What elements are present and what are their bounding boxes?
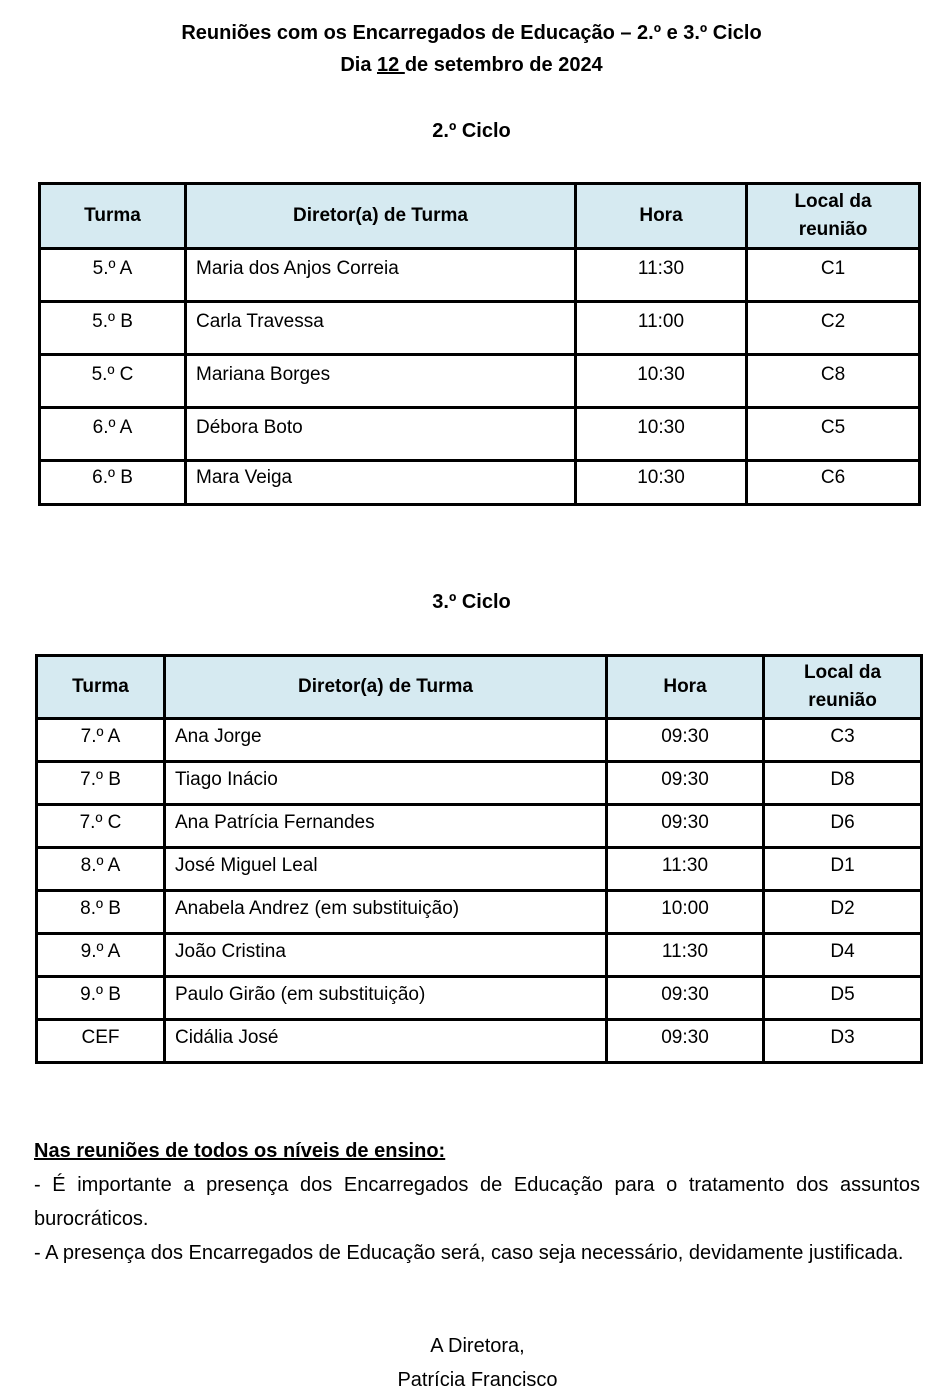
ciclo3-title: 3.º Ciclo bbox=[432, 591, 511, 613]
signature-block bbox=[0, 1329, 943, 1397]
cell-diretor: Mara Veiga bbox=[186, 461, 576, 505]
ciclo2-title: 2.º Ciclo bbox=[432, 120, 511, 142]
table-header-row bbox=[37, 656, 922, 719]
cell-turma: 7.º A bbox=[37, 719, 165, 762]
table-row bbox=[40, 302, 920, 355]
cell-local: C2 bbox=[747, 302, 920, 355]
signature-role: A Diretora, bbox=[430, 1335, 525, 1357]
cell-diretor: Anabela Andrez (em substituição) bbox=[165, 891, 607, 934]
cell-diretor: Paulo Girão (em substituição) bbox=[165, 977, 607, 1020]
cell-hora: 10:30 bbox=[576, 461, 747, 505]
cell-hora: 11:30 bbox=[607, 848, 764, 891]
cell-turma: 6.º A bbox=[40, 408, 186, 461]
cell-turma: 5.º C bbox=[40, 355, 186, 408]
table-row bbox=[40, 355, 920, 408]
col-header-turma: Turma bbox=[37, 656, 165, 719]
cell-turma: CEF bbox=[37, 1020, 165, 1063]
cell-hora: 09:30 bbox=[607, 1020, 764, 1063]
cell-diretor: Tiago Inácio bbox=[165, 762, 607, 805]
cell-hora: 11:30 bbox=[576, 249, 747, 302]
cell-turma: 7.º B bbox=[37, 762, 165, 805]
cell-diretor: Cidália José bbox=[165, 1020, 607, 1063]
cell-hora: 09:30 bbox=[607, 719, 764, 762]
cell-local: C1 bbox=[747, 249, 920, 302]
cell-diretor: Carla Travessa bbox=[186, 302, 576, 355]
table-row bbox=[37, 1020, 922, 1063]
table-row bbox=[40, 408, 920, 461]
cell-local: C6 bbox=[747, 461, 920, 505]
note-item: - É importante a presença dos Encarregados de Educação para o tratamento dos assuntos burocráticos. bbox=[34, 1174, 920, 1230]
col-header-hora: Hora bbox=[576, 184, 747, 249]
cell-turma: 6.º B bbox=[40, 461, 186, 505]
col-header-diretor: Diretor(a) de Turma bbox=[186, 184, 576, 249]
cell-local: D8 bbox=[764, 762, 922, 805]
table-row bbox=[37, 719, 922, 762]
col-header-local-line2: reunião bbox=[798, 219, 868, 240]
cell-local: D2 bbox=[764, 891, 922, 934]
cell-local: C5 bbox=[747, 408, 920, 461]
cell-turma: 8.º B bbox=[37, 891, 165, 934]
meeting-date bbox=[0, 49, 943, 81]
cell-local: D1 bbox=[764, 848, 922, 891]
ciclo3-table bbox=[35, 654, 923, 1064]
cell-turma: 8.º A bbox=[37, 848, 165, 891]
col-header-local bbox=[747, 184, 920, 249]
cell-hora: 09:30 bbox=[607, 805, 764, 848]
signature-name: Patrícia Francisco bbox=[397, 1369, 558, 1391]
cell-local: D6 bbox=[764, 805, 922, 848]
notes-heading: Nas reuniões de todos os níveis de ensino: bbox=[34, 1140, 446, 1162]
cell-hora: 09:30 bbox=[607, 977, 764, 1020]
col-header-hora: Hora bbox=[607, 656, 764, 719]
cell-diretor: Mariana Borges bbox=[186, 355, 576, 408]
table-row bbox=[37, 891, 922, 934]
cell-hora: 10:30 bbox=[576, 408, 747, 461]
cell-local: C3 bbox=[764, 719, 922, 762]
col-header-local-line1: Local da bbox=[803, 662, 882, 683]
col-header-local-line2: reunião bbox=[808, 690, 877, 711]
cell-turma: 9.º B bbox=[37, 977, 165, 1020]
col-header-local-line1: Local da bbox=[794, 191, 872, 212]
table-row bbox=[40, 461, 920, 505]
cell-turma: 9.º A bbox=[37, 934, 165, 977]
cell-hora: 10:00 bbox=[607, 891, 764, 934]
table-header-row bbox=[40, 184, 920, 249]
cell-turma: 5.º A bbox=[40, 249, 186, 302]
cell-diretor: Ana Patrícia Fernandes bbox=[165, 805, 607, 848]
cell-hora: 10:30 bbox=[576, 355, 747, 408]
cell-turma: 5.º B bbox=[40, 302, 186, 355]
date-suffix: de setembro de 2024 bbox=[404, 54, 603, 76]
cell-diretor: Ana Jorge bbox=[165, 719, 607, 762]
col-header-diretor: Diretor(a) de Turma bbox=[165, 656, 607, 719]
table-row bbox=[40, 249, 920, 302]
cell-local: D5 bbox=[764, 977, 922, 1020]
cell-local: D3 bbox=[764, 1020, 922, 1063]
note-item: - A presença dos Encarregados de Educação será, caso seja necessário, devidamente justificada. bbox=[34, 1242, 904, 1264]
cell-hora: 11:00 bbox=[576, 302, 747, 355]
cell-diretor: João Cristina bbox=[165, 934, 607, 977]
date-prefix: Dia bbox=[340, 54, 377, 76]
table-row bbox=[37, 805, 922, 848]
date-day: 12 bbox=[377, 54, 405, 76]
ciclo2-table bbox=[38, 182, 921, 506]
cell-hora: 11:30 bbox=[607, 934, 764, 977]
cell-local: D4 bbox=[764, 934, 922, 977]
table-row bbox=[37, 977, 922, 1020]
document-title: Reuniões com os Encarregados de Educação – 2.º e 3.º Ciclo bbox=[181, 22, 762, 44]
table-row bbox=[37, 762, 922, 805]
cell-hora: 09:30 bbox=[607, 762, 764, 805]
cell-diretor: Débora Boto bbox=[186, 408, 576, 461]
col-header-turma: Turma bbox=[40, 184, 186, 249]
table-row bbox=[37, 848, 922, 891]
cell-diretor: Maria dos Anjos Correia bbox=[186, 249, 576, 302]
cell-turma: 7.º C bbox=[37, 805, 165, 848]
notes-section bbox=[34, 1134, 920, 1270]
cell-local: C8 bbox=[747, 355, 920, 408]
col-header-local bbox=[764, 656, 922, 719]
table-row bbox=[37, 934, 922, 977]
cell-diretor: José Miguel Leal bbox=[165, 848, 607, 891]
